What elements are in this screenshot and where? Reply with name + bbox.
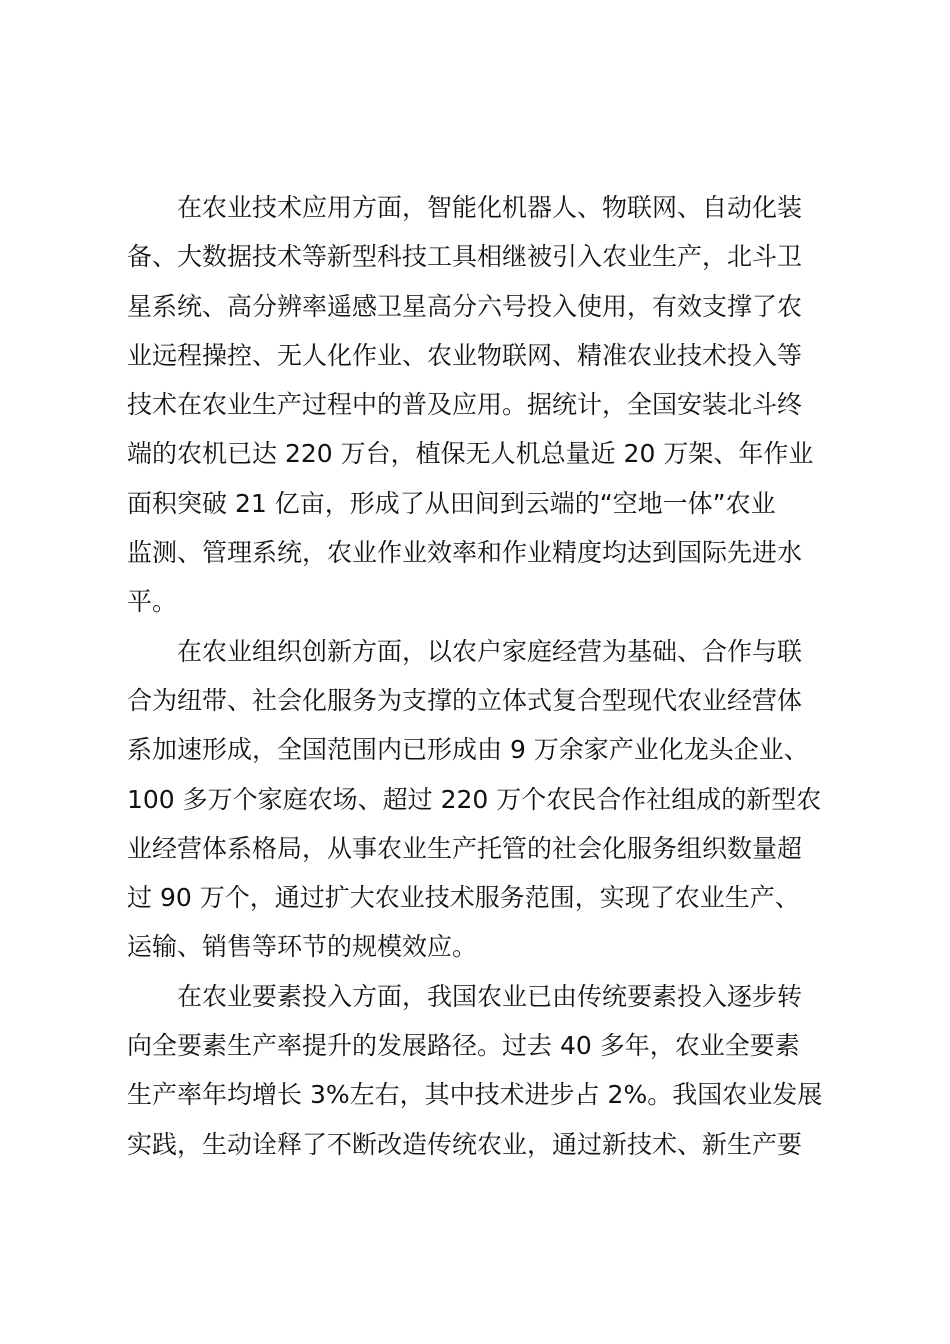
paragraph-1-line-8: 监测、管理系统，农业作业效率和作业精度均达到国际先进水 — [127, 538, 803, 568]
paragraph-3-line-1: 在农业要素投入方面，我国农业已由传统要素投入逐步转 — [177, 981, 803, 1011]
paragraph-3-line-3: 生产率年均增长 3%左右，其中技术进步占 2%。我国农业发展 — [127, 1080, 823, 1110]
paragraph-1-line-7: 面积突破 21 亿亩，形成了从田间到云端的“空地一体”农业 — [127, 488, 776, 518]
paragraph-1-line-9: 平。 — [127, 587, 178, 617]
paragraph-3-line-2: 向全要素生产率提升的发展路径。过去 40 多年，农业全要素 — [127, 1031, 800, 1061]
paragraph-2-line-2: 合为纽带、社会化服务为支撑的立体式复合型现代农业经营体 — [127, 685, 803, 715]
paragraph-1-line-2: 备、大数据技术等新型科技工具相继被引入农业生产，北斗卫 — [127, 242, 803, 272]
paragraph-1-line-5: 技术在农业生产过程中的普及应用。据统计，全国安装北斗终 — [127, 390, 803, 420]
paragraph-2-line-7: 运输、销售等环节的规模效应。 — [127, 932, 478, 962]
paragraph-1-line-6: 端的农机已达 220 万台，植保无人机总量近 20 万架、年作业 — [127, 439, 814, 469]
body-text — [127, 183, 847, 1169]
paragraph-2-line-6: 过 90 万个，通过扩大农业技术服务范围，实现了农业生产、 — [127, 883, 800, 913]
paragraph-1-line-3: 星系统、高分辨率遥感卫星高分六号投入使用，有效支撑了农 — [127, 291, 803, 321]
paragraph-2-line-5: 业经营体系格局，从事农业生产托管的社会化服务组织数量超 — [127, 833, 803, 863]
paragraph-2-line-1: 在农业组织创新方面，以农户家庭经营为基础、合作与联 — [177, 636, 803, 666]
paragraph-2-line-3: 系加速形成，全国范围内已形成由 9 万余家产业化龙头企业、 — [127, 735, 809, 765]
paragraph-1-line-4: 业远程操控、无人化作业、农业物联网、精准农业技术投入等 — [127, 340, 803, 370]
paragraph-1-line-1: 在农业技术应用方面，智能化机器人、物联网、自动化装 — [177, 193, 803, 222]
paragraph-2-line-4: 100 多万个家庭农场、超过 220 万个农民合作社组成的新型农 — [127, 784, 822, 814]
paragraph-3-line-4: 实践，生动诠释了不断改造传统农业，通过新技术、新生产要 — [127, 1129, 803, 1159]
